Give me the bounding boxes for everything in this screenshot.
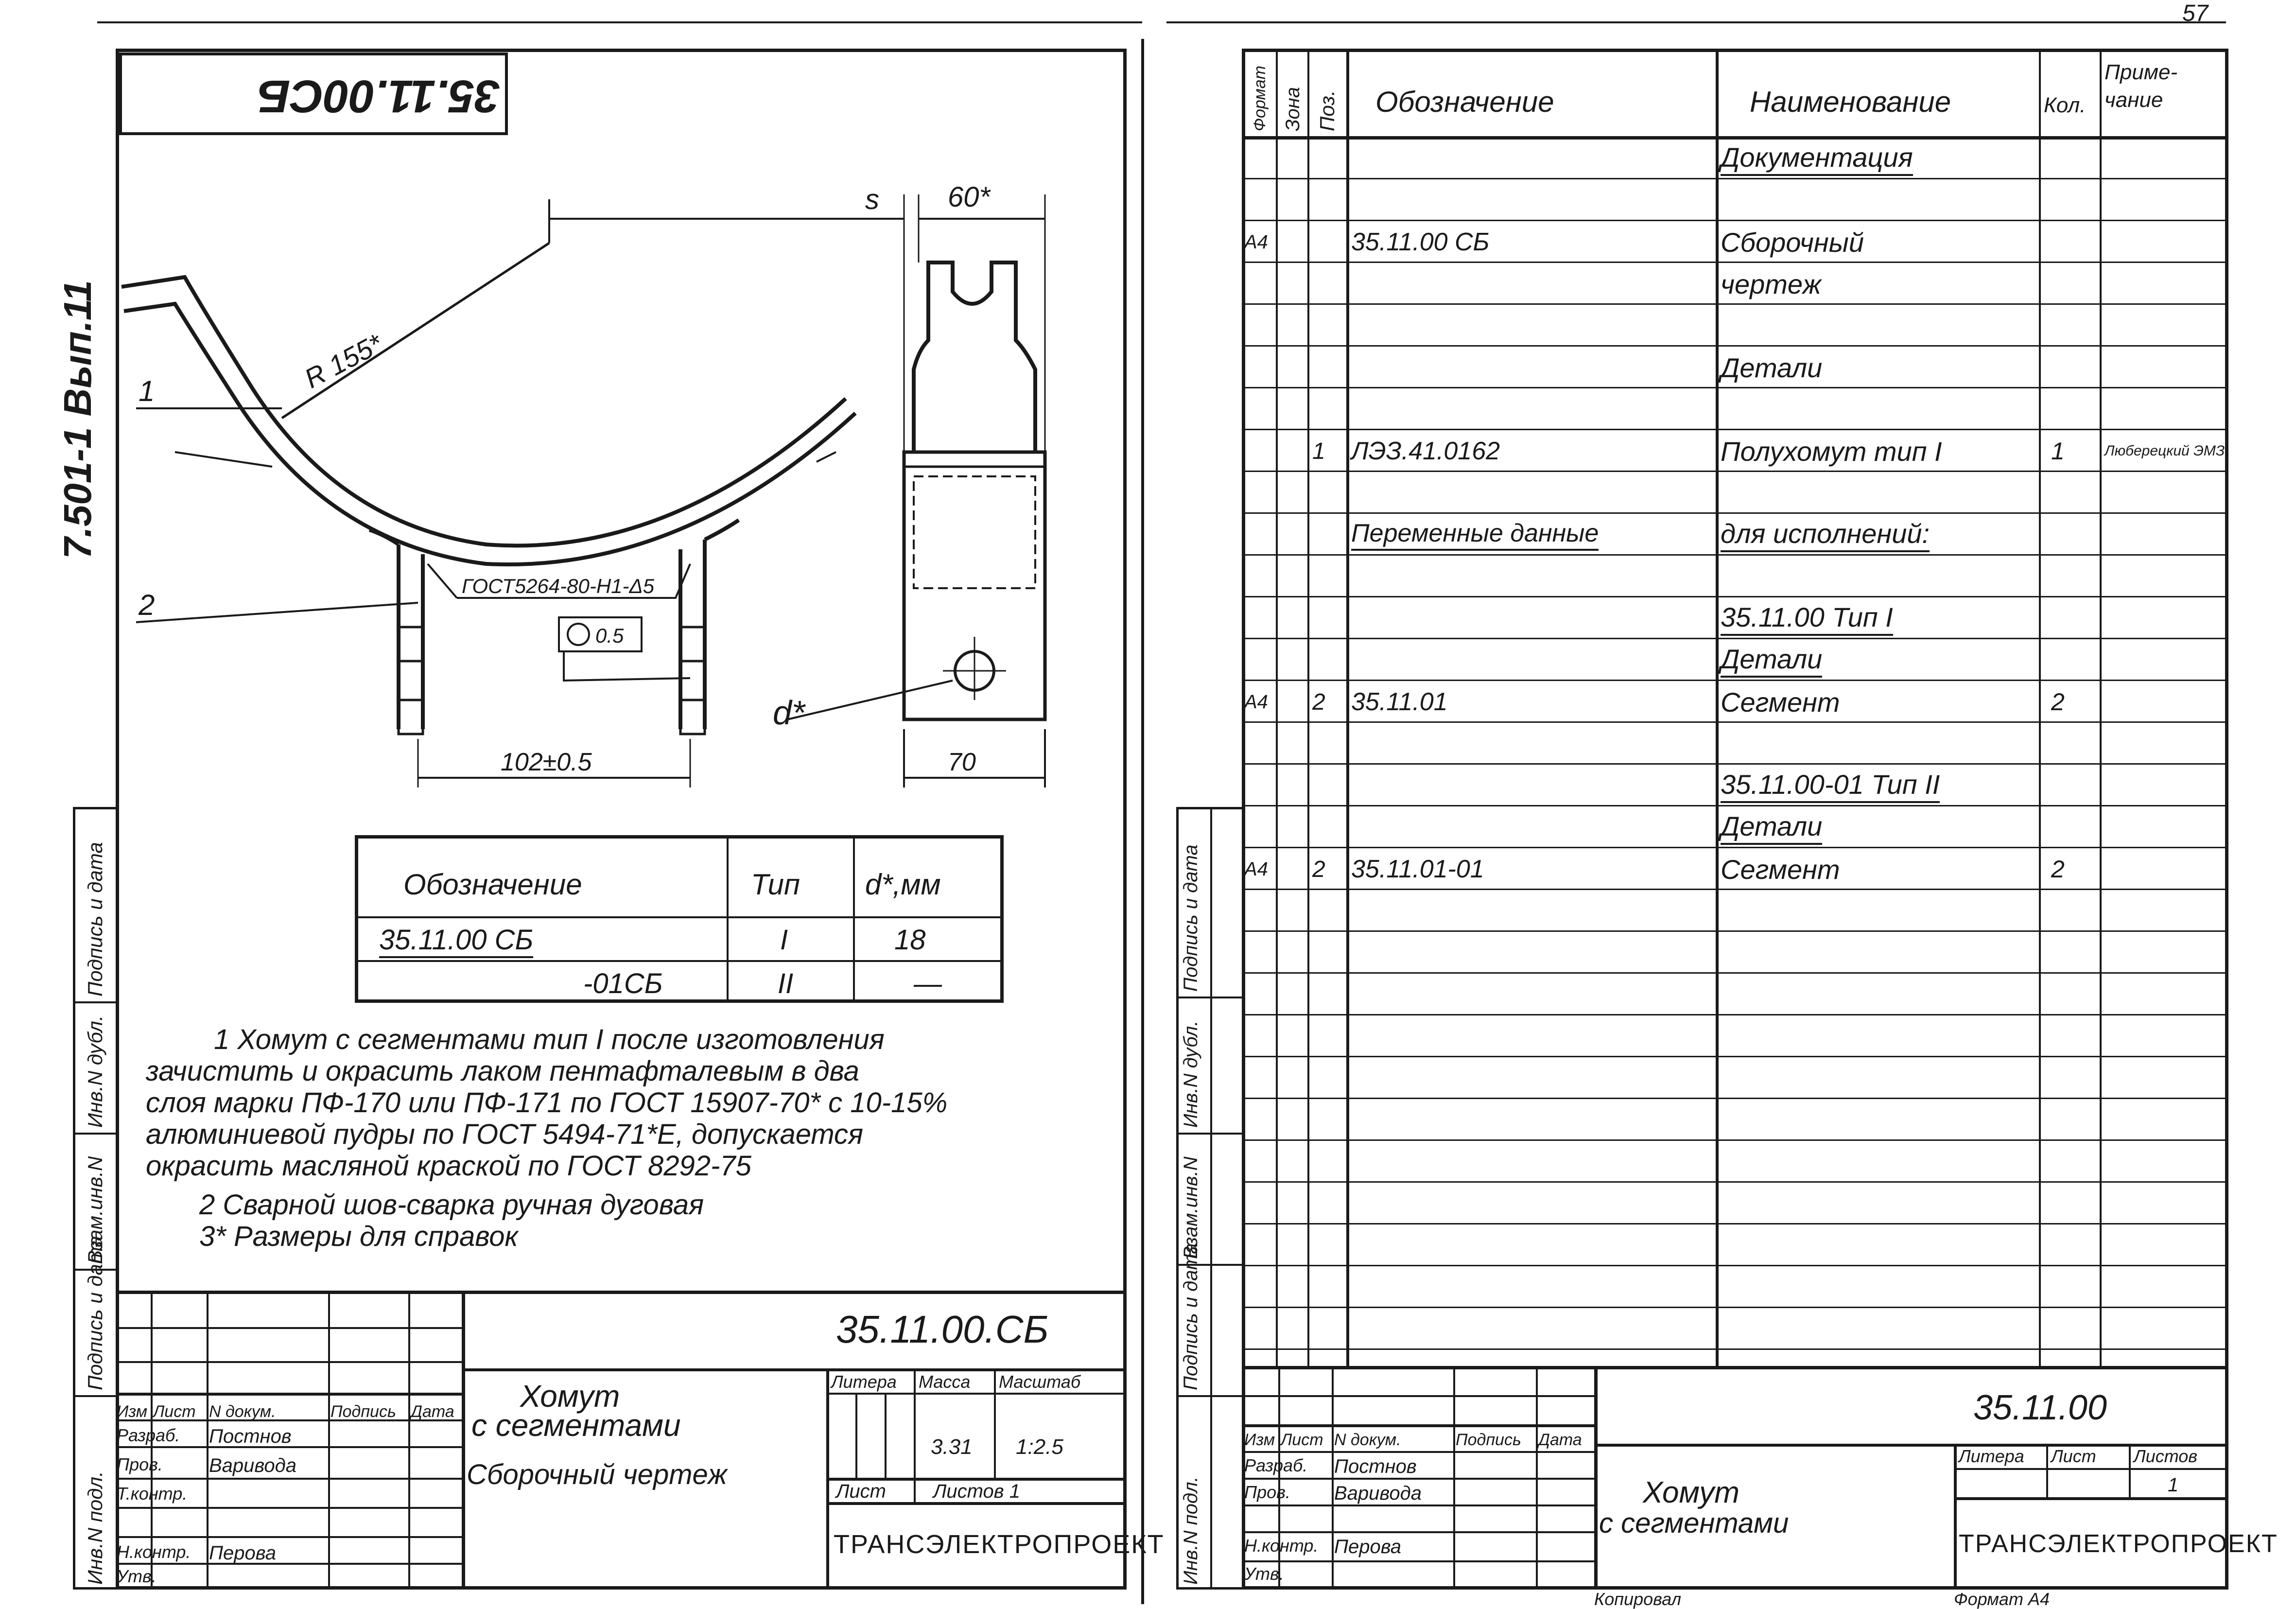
spec-cell-designation <box>1351 848 1484 890</box>
type-header-designation: Обозначение <box>403 868 582 901</box>
spec-row <box>1242 514 2228 556</box>
pos-1: 1 <box>139 375 155 407</box>
spec-cell-note <box>2105 806 2226 848</box>
spec-cell-format <box>1244 221 1268 263</box>
footer-copied: Копировал <box>1594 1589 1682 1609</box>
spec-cell-format-text: А4 <box>1244 691 1268 713</box>
r-title-block-top <box>1242 1366 2228 1369</box>
spec-cell-name <box>1721 221 1864 263</box>
tb-col-ndok: N докум. <box>209 1402 276 1421</box>
r-tb-title-line2: с сегментами <box>1599 1507 1789 1539</box>
spec-cell-name-text: Полухомут тип I <box>1721 436 1942 467</box>
spec-cell-qty <box>2051 681 2065 723</box>
tb-role-utv: Утв. <box>117 1566 157 1586</box>
spec-row <box>1242 388 2228 430</box>
spec-row <box>1242 806 2228 848</box>
spec-cell-name <box>1721 765 1940 806</box>
dim-s: s <box>865 184 879 215</box>
tolerance: 0.5 <box>595 624 624 647</box>
spec-empty-row-line <box>1242 972 2228 974</box>
hdr-zone: Зона <box>1282 87 1304 131</box>
type-header-d: d*,мм <box>865 868 941 901</box>
type-table <box>355 835 1004 1003</box>
series-code: 7.501-1 Вып.11 <box>56 280 99 559</box>
r-tb-role-utv: Утв. <box>1244 1564 1284 1584</box>
r-tb-col-ndok: N докум. <box>1334 1431 1401 1449</box>
spec-cell-name-text: Сборочный <box>1721 227 1864 258</box>
footer-format: Формат А4 <box>1954 1589 2050 1609</box>
spec-row <box>1242 556 2228 597</box>
tb-scale: 1:2.5 <box>1016 1435 1063 1459</box>
spec-cell-pos-text: 2 <box>1312 689 1325 715</box>
note-3: 3* Размеры для справок <box>199 1221 518 1252</box>
note-1-line1: 1 Хомут с сегментами тип I после изготовления <box>214 1024 885 1055</box>
note-1-line3: слоя марки ПФ-170 или ПФ-171 по ГОСТ 15907-70* с 10-15% <box>146 1087 948 1119</box>
spec-row <box>1242 430 2228 472</box>
hdr-note: Приме-чание <box>2105 60 2178 112</box>
r-tb-name-prov: Варивода <box>1334 1483 1422 1504</box>
spec-cell-format-text: А4 <box>1244 231 1268 253</box>
spec-cell-qty <box>2051 430 2065 472</box>
spec-row <box>1242 723 2228 765</box>
tb-company: ТРАНСЭЛЕКТРОПРОЕКТ <box>834 1530 1165 1559</box>
spec-cell-name <box>1721 806 1822 848</box>
type-row1-type: I <box>780 924 788 956</box>
tb-code: 35.11.00.СБ <box>836 1308 1049 1351</box>
weld-spec: ГОСТ5264-80-Н1-Δ5 <box>462 575 655 597</box>
tb-col-data: Дата <box>411 1402 454 1421</box>
spec-row <box>1242 681 2228 723</box>
tb-name-prov: Варивода <box>209 1455 297 1476</box>
tb-doc-type: Сборочный чертеж <box>467 1459 728 1490</box>
spec-cell-name <box>1721 681 1840 723</box>
tb-title-line2: с сегментами <box>471 1408 681 1443</box>
r-stamp-podpis-data: Подпись и дата <box>1180 1243 1201 1390</box>
note-1-line5: окрасить масляной краской по ГОСТ 8292-75 <box>146 1150 751 1182</box>
spec-empty-row-line <box>1242 1139 2228 1141</box>
spec-row <box>1242 848 2228 890</box>
type-header-type: Тип <box>751 868 800 901</box>
tb-mass: 3.31 <box>931 1435 973 1459</box>
spec-cell-name-text: Сегмент <box>1721 854 1840 885</box>
spec-cell-name <box>1721 514 1930 556</box>
spec-cell-pos <box>1312 430 1325 472</box>
spec-cell-qty-text: 2 <box>2051 688 2065 716</box>
spec-cell-pos <box>1312 848 1325 890</box>
r-tb-col-izm: Изм <box>1244 1431 1275 1449</box>
r-tb-litera: Литера <box>1959 1446 2024 1466</box>
spec-cell-note <box>2105 639 2226 681</box>
spec-row <box>1242 639 2228 681</box>
r-tb-sheet-label: Лист <box>2051 1446 2096 1466</box>
spec-row <box>1242 305 2228 347</box>
r-tb-role-razrab: Разраб. <box>1244 1455 1308 1475</box>
spec-cell-name-text: 35.11.00-01 Тип II <box>1721 769 1940 803</box>
spec-cell-note <box>2105 138 2226 179</box>
spec-cell-note <box>2105 263 2226 305</box>
spec-cell-designation <box>1351 681 1448 723</box>
spec-cell-designation-text: 35.11.01-01 <box>1351 855 1484 883</box>
spec-cell-name <box>1721 597 1893 639</box>
spec-cell-designation <box>1351 221 1489 263</box>
tb-role-razrab: Разраб. <box>117 1425 180 1445</box>
dim-radius: R 155* <box>299 328 387 394</box>
note-1-line2: зачистить и окрасить лаком пентафталевым в два <box>146 1055 859 1087</box>
spec-cell-note <box>2105 221 2226 263</box>
pos-2: 2 <box>139 589 155 621</box>
spec-row <box>1242 765 2228 806</box>
tb-sheet-label: Лист <box>836 1481 886 1502</box>
spec-cell-note <box>2105 472 2226 514</box>
r-tb-sheets-label: Листов <box>2134 1446 2198 1466</box>
stamp-inv-dubl: Инв.N дубл. <box>84 1015 106 1128</box>
tb-col-podpis: Подпись <box>330 1402 396 1421</box>
r-stamp-inv-dubl: Инв.N дубл. <box>1180 1020 1201 1128</box>
type-row2-designation: -01СБ <box>583 968 663 999</box>
page-number: 57 <box>2182 0 2209 26</box>
spec-cell-format <box>1244 848 1268 890</box>
spec-cell-note <box>2105 347 2226 388</box>
tb-col-list: Лист <box>153 1402 196 1421</box>
spec-empty-row-line <box>1242 1181 2228 1183</box>
hdr-pos: Поз. <box>1316 90 1339 131</box>
spec-cell-name <box>1721 138 1913 179</box>
type-row1-designation: 35.11.00 СБ <box>379 926 533 958</box>
dim-70: 70 <box>948 748 976 776</box>
spec-empty-row-line <box>1242 1348 2228 1350</box>
hdr-format: Формат <box>1251 65 1269 131</box>
dim-hole: d* <box>773 694 805 732</box>
spec-cell-name <box>1721 639 1822 681</box>
stamp-podpis-data-2: Подпись и дата <box>84 842 106 997</box>
tb-sheets-label: Листов 1 <box>933 1481 1021 1502</box>
rotated-code: 35.11.00СБ <box>258 70 500 122</box>
tb-scale-label: Масштаб <box>999 1372 1081 1392</box>
spec-cell-note <box>2105 848 2226 890</box>
spec-cell-note <box>2105 388 2226 430</box>
dim-102: 102±0.5 <box>501 748 592 776</box>
r-stamp-vzam-inv: Взам.инв.N <box>1180 1156 1201 1259</box>
spec-cell-note <box>2105 305 2226 347</box>
spec-cell-name-text: 35.11.00 Тип I <box>1721 601 1893 636</box>
spec-cell-designation <box>1351 514 1599 556</box>
spec-empty-row-line <box>1242 1307 2228 1308</box>
spec-row <box>1242 347 2228 388</box>
tb-role-nkontr: Н.контр. <box>117 1542 191 1562</box>
hdr-name: Наименование <box>1750 86 1951 118</box>
spec-row <box>1242 138 2228 179</box>
spec-cell-name <box>1721 848 1840 890</box>
spec-cell-note <box>2105 430 2226 472</box>
spec-cell-qty-text: 1 <box>2051 437 2065 465</box>
type-row2-d: — <box>914 968 942 999</box>
spec-cell-pos-text: 2 <box>1312 856 1325 882</box>
spec-cell-name-text: Детали <box>1721 643 1822 678</box>
spec-cell-format <box>1244 681 1268 723</box>
r-tb-company: ТРАНСЭЛЕКТРОПРОЕКТ <box>1959 1530 2278 1558</box>
spec-cell-note <box>2105 179 2226 221</box>
r-tb-col-data: Дата <box>1538 1431 1582 1449</box>
r-tb-role-nkontr: Н.контр. <box>1244 1536 1319 1556</box>
spec-empty-row-line <box>1242 1265 2228 1266</box>
spec-cell-designation-text: 35.11.00 СБ <box>1351 228 1490 256</box>
title-block-top <box>116 1291 1127 1294</box>
spec-row <box>1242 179 2228 221</box>
spec-cell-note <box>2105 765 2226 806</box>
top-edge-line-right <box>1166 21 2226 23</box>
spec-empty-row-line <box>1242 1014 2228 1015</box>
spec-cell-pos <box>1312 681 1325 723</box>
hdr-designation: Обозначение <box>1375 86 1554 118</box>
r-tb-role-prov: Пров. <box>1244 1482 1290 1502</box>
tb-title-line1: Хомут <box>520 1379 620 1414</box>
spec-cell-name <box>1721 347 1822 388</box>
r-tb-title-line1: Хомут <box>1643 1476 1739 1509</box>
hdr-qty: Кол. <box>2044 93 2086 117</box>
type-row2-type: II <box>778 968 794 999</box>
spec-cell-designation-text: ЛЭЗ.41.0162 <box>1351 437 1500 465</box>
spec-empty-row-line <box>1242 930 2228 932</box>
r-tb-name-nkontr: Перова <box>1334 1536 1401 1557</box>
spec-cell-note <box>2105 723 2226 765</box>
spec-row <box>1242 221 2228 263</box>
r-tb-name-razrab: Постнов <box>1334 1456 1417 1477</box>
spec-cell-note <box>2105 514 2226 556</box>
spec-empty-row-line <box>1242 1223 2228 1224</box>
tb-mass-label: Масса <box>919 1372 971 1392</box>
dim-60: 60* <box>948 181 991 213</box>
spec-cell-qty <box>2051 848 2065 890</box>
spec-cell-name-text: чертеж <box>1721 268 1821 299</box>
r-tb-code: 35.11.00 <box>1973 1388 2107 1427</box>
spec-cell-format-text: А4 <box>1244 858 1268 880</box>
note-2: 2 Сварной шов-сварка ручная дуговая <box>199 1189 704 1221</box>
note-1-line4: алюминиевой пудры по ГОСТ 5494-71*Е, допускается <box>146 1119 864 1150</box>
spec-cell-designation <box>1351 430 1500 472</box>
spec-cell-pos-text: 1 <box>1312 438 1325 464</box>
spec-cell-note <box>2105 597 2226 639</box>
assembly-drawing <box>0 0 1137 826</box>
spec-cell-name-text: Сегмент <box>1721 686 1840 717</box>
spec-cell-note <box>2105 556 2226 597</box>
r-stamp-podpis-data-2: Подпись и дата <box>1180 844 1201 992</box>
spec-row <box>1242 472 2228 514</box>
spec-row <box>1242 263 2228 305</box>
tb-role-prov: Пров. <box>117 1454 163 1474</box>
spec-cell-note <box>2105 681 2226 723</box>
stamp-vzam-inv: Взам.инв.N <box>84 1156 106 1264</box>
tb-role-tkontr: Т.контр. <box>117 1484 188 1504</box>
spec-cell-qty-text: 2 <box>2051 856 2065 883</box>
r-tb-col-list: Лист <box>1281 1431 1323 1449</box>
tb-name-nkontr: Перова <box>209 1542 276 1564</box>
stamp-podpis-data: Подпись и дата <box>84 1236 106 1390</box>
r-stamp-inv-podl: Инв.N подл. <box>1180 1476 1201 1585</box>
r-tb-col-podpis: Подпись <box>1456 1431 1521 1449</box>
spec-cell-name-text: Документация <box>1721 141 1913 176</box>
spec-empty-row-line <box>1242 1056 2228 1057</box>
tb-litera: Литера <box>831 1372 897 1392</box>
spec-cell-name <box>1721 263 1821 305</box>
spec-cell-name-text: Детали <box>1721 810 1822 845</box>
spec-row <box>1242 597 2228 639</box>
spec-cell-name-text: Детали <box>1721 352 1823 383</box>
type-row1-d: 18 <box>894 924 926 956</box>
spec-cell-note-text: Люберецкий ЭМЗ <box>2105 443 2225 459</box>
sheet-divider <box>1141 39 1144 1604</box>
spec-empty-row-line <box>1242 1098 2228 1099</box>
r-tb-sheets-value: 1 <box>2168 1474 2179 1496</box>
spec-cell-name-text: для исполнений: <box>1721 518 1930 552</box>
tb-col-izm: Изм <box>117 1402 148 1421</box>
spec-cell-designation-text: 35.11.01 <box>1351 688 1448 716</box>
stamp-inv-podl: Инв.N подл. <box>84 1471 106 1585</box>
tb-name-razrab: Постнов <box>209 1426 292 1447</box>
spec-cell-designation-text: Переменные данные <box>1351 519 1599 551</box>
spec-cell-name <box>1721 430 1942 472</box>
